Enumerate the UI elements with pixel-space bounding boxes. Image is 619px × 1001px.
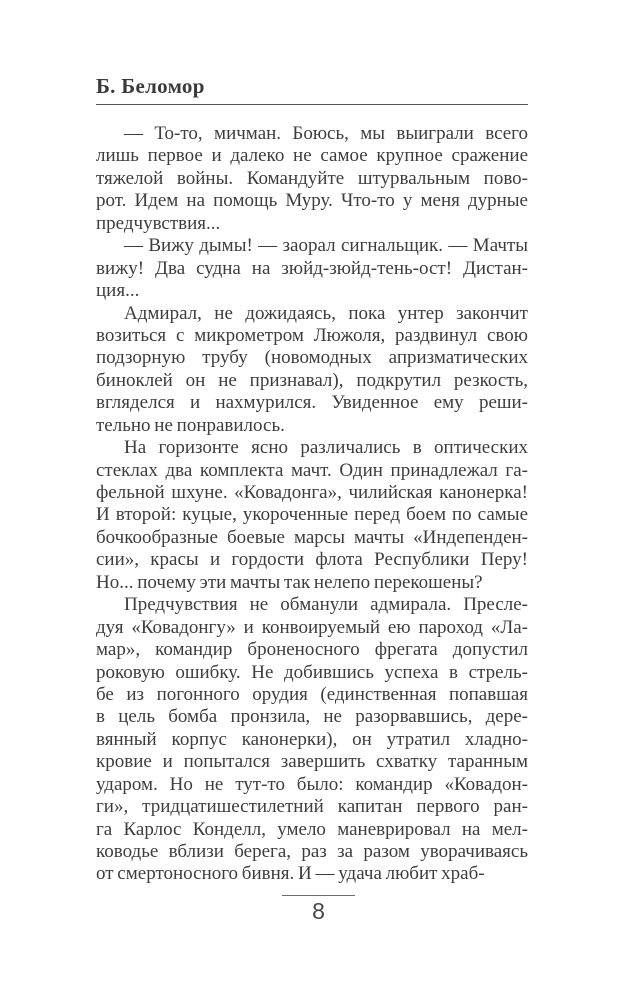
text-line: возиться с микрометром Люжоля, раздвинул свою: [96, 324, 528, 346]
text-line: Адмирал, не дожидаясь, пока унтер закончит: [124, 302, 528, 324]
text-line: — То-то, мичман. Боюсь, мы выиграли всего: [124, 123, 528, 144]
text-line: фельной шхуне. «Ковадонга», чилийская канонерка!: [96, 482, 528, 503]
text-line: вянный корпус канонерки), он утратил хладно-: [96, 728, 528, 750]
text-line: тяжелой войны. Командуйте штурвальным пово-: [96, 167, 528, 189]
paragraph: [96, 303, 528, 438]
text-line: роковую ошибку. Не добившись успеха в стрель-: [96, 661, 528, 683]
page-footer: [9, 895, 619, 924]
header-rule: [96, 104, 528, 105]
text-line: тельно не понравилось.: [96, 414, 285, 436]
text-line: ги», тридцатишестилетний капитан первого ран-: [96, 796, 528, 818]
text-line: Предчувствия не обманули адмирала. Пресле-: [124, 594, 528, 616]
text-line: ция...: [96, 280, 140, 302]
paragraph: [96, 235, 528, 302]
text-line: На горизонте ясно различались в оптических: [124, 437, 528, 459]
text-line: ководье вблизи берега, раз за разом уворачиваясь: [96, 841, 528, 862]
text-line: бочкообразные боевые марсы мачты «Индепенден-: [96, 526, 528, 548]
text-line: ударом. Но не тут-то было: командир «Ковадон-: [96, 773, 528, 795]
text-line: Но... почему эти мачты так нелепо перекошены?: [96, 571, 483, 593]
text-line: сии», красы и гордости флота Республики Перу!: [96, 549, 528, 571]
text-line: И второй: куцые, укороченные перед боем по самые: [96, 504, 528, 526]
paragraph: [96, 123, 528, 235]
paragraph: [96, 594, 528, 886]
text-line: вгляделся и нахмурился. Увиденное ему реши-: [96, 392, 528, 414]
text-line: га Карлос Конделл, умело маневрировал на мел-: [96, 818, 528, 840]
text-line: предчувствия...: [96, 212, 221, 234]
page-number: 8: [312, 898, 325, 924]
text-line: вижу! Два судна на зюйд-зюйд-тень-ост! Дистан-: [96, 257, 528, 279]
text-line: лишь первое и далеко не самое крупное сражение: [96, 145, 528, 167]
text-line: подзорную трубу (новомодных апризматических: [96, 347, 528, 369]
text-line: стеклах два комплекта мачт. Один принадлежал га-: [96, 459, 528, 481]
paragraph: [96, 437, 528, 594]
text-line: биноклей он не признавал), подкрутил резкость,: [96, 369, 528, 391]
text-line: бе из погонного орудия (единственная попавшая: [96, 683, 528, 705]
text-line: от смертоносного бивня. И — удача любит храб-: [96, 863, 485, 885]
running-header-author: Б. Беломор: [96, 74, 205, 98]
text-column: [96, 76, 528, 886]
text-line: дуя «Ковадонгу» и конвоируемый ею пароход «Ла-: [96, 616, 528, 638]
text-line: кровие и попытался завершить схватку таранным: [96, 751, 528, 773]
text-line: — Вижу дымы! — заорал сигнальщик. — Мачты: [124, 235, 528, 257]
text-line: в цель бомба пронзила, не разорвавшись, дере-: [96, 706, 528, 728]
footer-rule: [282, 895, 355, 896]
text-line: рот. Идем на помощь Муру. Что-то у меня дурные: [96, 190, 528, 212]
text-line: мар», командир броненосного фрегата допустил: [96, 639, 528, 661]
body-text: [96, 123, 528, 886]
